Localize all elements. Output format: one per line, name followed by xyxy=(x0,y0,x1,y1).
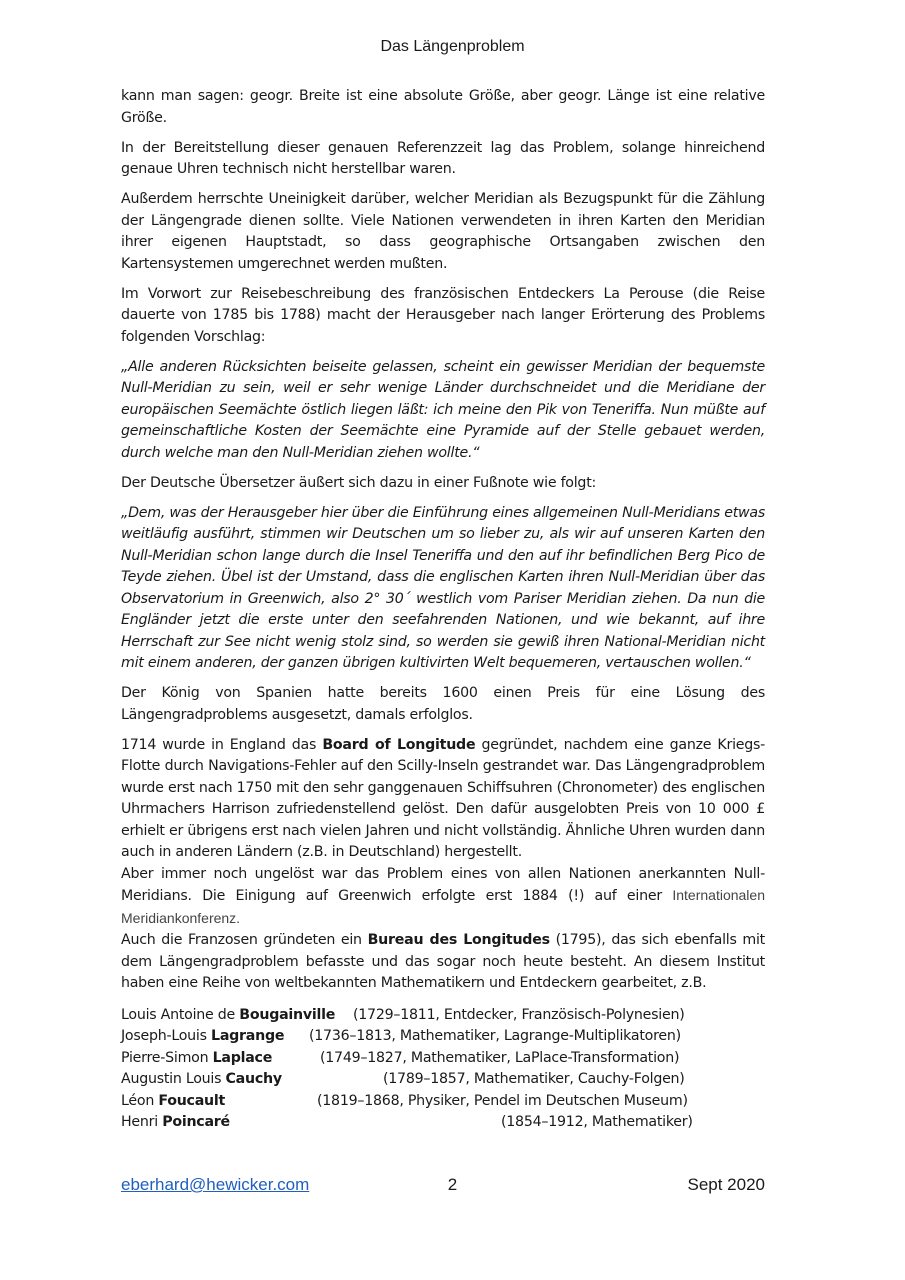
person-last-name: Lagrange xyxy=(211,1028,285,1044)
person-row xyxy=(121,1069,765,1091)
paragraph-3: Außerdem herrschte Uneinigkeit darüber, welcher Meridian als Bezugspunkt für die Zählung der Längengrade dienen sollte. Viele Nationen verwendeten in ihren Karten den Meridian ihrer eigenen Hauptstadt, so dass geographische Ortsangaben zwischen den Kartensystemen umgerechnet werden mußten. xyxy=(121,191,765,272)
page-number: 2 xyxy=(447,1175,458,1194)
running-header: Das Längenproblem xyxy=(380,38,525,55)
quote-translator: „Dem, was der Herausgeber hier über die Einführung eines allgemeinen Null-Meridians etwas weitläufig ausführt, stimmen wir Deutschen um so lieber zu, als wir auf unseren Karten den Null-Meridian schon lange durch die Insel Teneriffa und den auf ihr befindlichen Berg Pico de Teyde ziehen. Übel ist der Umstand, dass die englischen Karten ihren Null-Meridian über das Observatorium in Greenwich, also 2° 30´ westlich vom Pariser Meridian ziehen. Da nun die Engländer jetzt die erste unter den seefahrenden Nationen, und wie bekannt, auf ihre Herrschaft zur See nicht wenig stolz sind, so werden sie gewiß ihren National-Meridian nicht mit einem anderen, der ganzen übrigen kultivirten Welt bequemeren, vertauschen wollen.“ xyxy=(121,504,765,671)
footer-date: Sept 2020 xyxy=(687,1175,765,1194)
paragraph-9-pre: Auch die Franzosen gründeten ein xyxy=(121,932,368,948)
bureau-des-longitudes-term: Bureau des Longitudes xyxy=(367,932,550,948)
person-dates: (1789–1857, Mathematiker, Cauchy-Folgen) xyxy=(383,1071,685,1087)
paragraph-6: Der König von Spanien hatte bereits 1600 einen Preis für eine Lösung des Längengradproblems ausgesetzt, damals erfolglos. xyxy=(121,685,765,723)
paragraph-7-post: gegründet, nachdem eine ganze Kriegs-Flotte durch Navigations-Fehler auf den Scilly-Inseln gestrandet war. Das Längengradproblem wurde erst nach 1750 mit den sehr ganggenauen Schiffsuhren (Chronometer) des englischen Uhrmachers Harrison zufriedenstellend gelöst. Den dafür ausgelobten Preis von 10 000 £ erhielt er übrigens erst nach vielen Jahren und nicht vollständig. Ähnliche Uhren wurden dann auch in anderen Ländern (z.B. in Deutschland) hergestellt. xyxy=(121,736,766,860)
person-last-name: Foucault xyxy=(158,1092,226,1109)
person-last-name: Poincaré xyxy=(162,1114,230,1130)
person-dates: (1729–1811, Entdecker, Französisch-Polynesien) xyxy=(353,1006,685,1023)
paragraph-1: kann man sagen: geogr. Breite ist eine absolute Größe, aber geogr. Länge ist eine relative Größe. xyxy=(121,88,765,126)
person-last-name: Bougainville xyxy=(239,1006,336,1023)
person-row xyxy=(121,1005,765,1027)
board-of-longitude-term: Board of Longitude xyxy=(322,736,476,753)
person-first-name: Léon xyxy=(121,1092,159,1109)
person-first-name: Henri xyxy=(121,1114,163,1130)
paragraph-9 xyxy=(121,930,765,995)
paragraph-8-tail: Internationalen Meridiankonferenz. xyxy=(121,887,765,926)
quote-la-perouse: „Alle anderen Rücksichten beiseite gelassen, scheint ein gewisser Meridian der bequemste Null-Meridian zu sein, weil er sehr wenige Länder durchschneidet und die Meridiane der europäischen Seemächte östlich liegen läßt: ich meine den Pik von Teneriffa. Nun müßte auf gemeinschaftliche Kosten der Seemächte eine Pyramide auf der Stelle gebauet werden, durch welche man den Null-Meridian ziehen wollte.“ xyxy=(121,358,765,461)
footer-email-link[interactable]: eberhard@hewicker.com xyxy=(121,1175,310,1194)
paragraph-7 xyxy=(121,735,765,864)
person-last-name: Laplace xyxy=(212,1049,273,1066)
paragraph-8-main: Aber immer noch ungelöst war das Problem eines von allen Nationen anerkannten Null-Meridians. Die Einigung auf Greenwich erfolgte erst 1884 (!) auf einer xyxy=(121,865,765,904)
person-dates: (1736–1813, Mathematiker, Lagrange-Multiplikatoren) xyxy=(309,1028,681,1044)
paragraph-9-post: (1795), das sich ebenfalls mit dem Längengradproblem befasste und das sogar noch heute besteht. An diesem Institut haben eine Reihe von weltbekannten Mathematikern und Entdeckern gearbeitet, z.B. xyxy=(121,932,765,991)
people-list xyxy=(121,1005,765,1134)
person-dates: (1749–1827, Mathematiker, LaPlace-Transformation) xyxy=(320,1049,680,1066)
paragraph-7-pre: 1714 wurde in England das xyxy=(121,736,323,753)
paragraph-2: In der Bereitstellung dieser genauen Referenzzeit lag das Problem, solange hinreichend genaue Uhren technisch nicht herstellbar waren. xyxy=(121,139,765,177)
person-first-name: Louis Antoine de xyxy=(121,1006,240,1023)
person-first-name: Augustin Louis xyxy=(121,1071,226,1087)
person-row xyxy=(121,1091,765,1113)
paragraph-5: Der Deutsche Übersetzer äußert sich dazu in einer Fußnote wie folgt: xyxy=(121,474,597,491)
person-row xyxy=(121,1026,765,1048)
paragraph-4: Im Vorwort zur Reisebeschreibung des französischen Entdeckers La Perouse (die Reise dauerte von 1785 bis 1788) macht der Herausgeber nach langer Erörterung des Problems folgenden Vorschlag: xyxy=(121,285,765,345)
person-first-name: Joseph-Louis xyxy=(121,1028,212,1044)
person-first-name: Pierre-Simon xyxy=(121,1049,213,1066)
person-dates: (1819–1868, Physiker, Pendel im Deutschen Museum) xyxy=(317,1092,688,1109)
person-dates: (1854–1912, Mathematiker) xyxy=(501,1114,693,1130)
paragraph-8 xyxy=(121,864,765,931)
person-row xyxy=(121,1112,765,1134)
person-last-name: Cauchy xyxy=(225,1071,282,1087)
body-text xyxy=(121,86,765,1134)
person-row xyxy=(121,1048,765,1070)
